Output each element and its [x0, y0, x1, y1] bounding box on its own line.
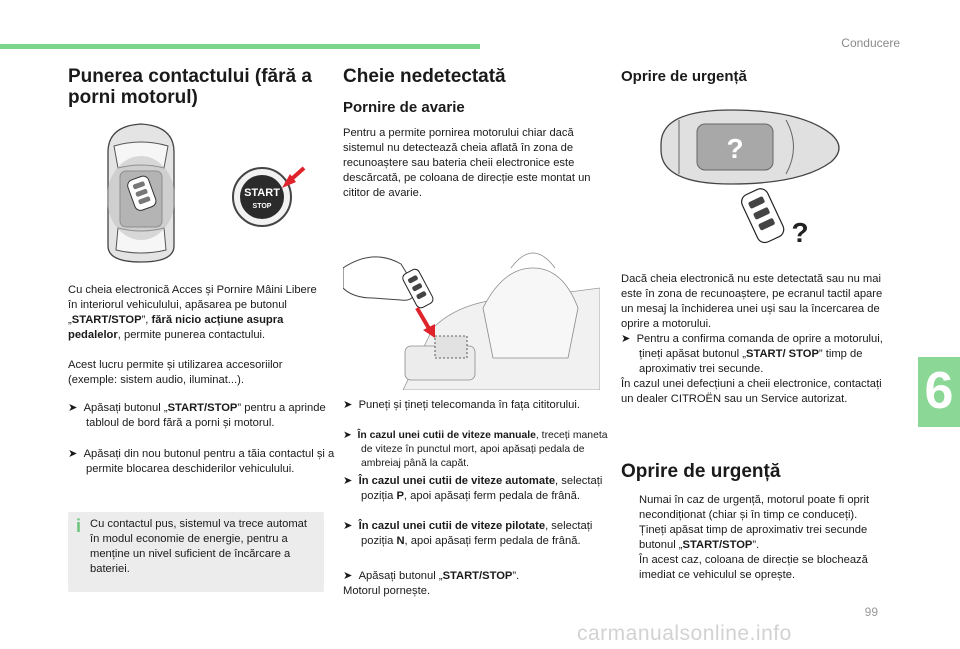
col3-paragraph-1: Dacă cheia electronică nu este detectată sau nu mai este în zona de recunoaștere, pe ecranul tactil apare un mesaj la închiderea unei uși sau la încercarea de oprire a motorului.	[621, 273, 883, 330]
start-label: START	[244, 187, 280, 199]
question-mark-icon: ?	[726, 133, 744, 164]
col1-bullet-1: ➤ Apăsați butonul „START/STOP” pentru a aprinde tabloul de bord fără a porni și motorul.	[68, 402, 326, 429]
col2-result: Motorul pornește.	[343, 585, 431, 597]
col3-paragraph-4: Țineți apăsat timp de aproximativ trei secunde butonul „START/STOP”.	[639, 524, 868, 551]
col3-title-2: Oprire de urgență	[621, 461, 781, 482]
chapter-number: 6	[924, 362, 954, 420]
info-note	[68, 512, 324, 592]
key-not-detected-illustration	[621, 98, 886, 260]
col2-paragraph: Pentru a permite pornirea motorului chiar dacă sistemul nu detectează cheia aflată în zona de recunoaștere sau bateria cheii electronice este descărcată, pe coloana de direcție este montat un cititor de avarie.	[343, 127, 591, 199]
col2-subtitle: Pornire de avarie	[343, 99, 465, 116]
col1-title: Punerea contactului (fără a porni motorul)	[68, 66, 312, 108]
col2-bullet-3: ➤ În cazul unei cutii de viteze automate, selectați poziția P, apoi apăsați ferm pedala de frână.	[343, 475, 603, 502]
col3-paragraph-3: Numai în caz de urgență, motorul poate fi oprit necondiționat (chiar și în timp ce conduceți).	[639, 494, 870, 521]
header-accent-bar	[0, 44, 480, 49]
section-label: Conducere	[841, 36, 900, 50]
col2-bullet-5: ➤ Apăsați butonul „START/STOP”.	[343, 570, 520, 582]
col3-bullet-1: ➤ Pentru a confirma comanda de oprire a motorului, țineți apăsat butonul „START/ STOP” timp de aproximativ trei secunde.	[621, 333, 883, 375]
col2-bullet-4: ➤ În cazul unei cutii de viteze pilotate, selectați poziția N, apoi apăsați ferm pedala de frână.	[343, 520, 593, 547]
col1-bullet-2: ➤ Apăsați din nou butonul pentru a tăia contactul și a permite blocarea deschiderilor vehiculului.	[68, 448, 335, 475]
reader-zone	[435, 336, 467, 358]
chapter-tab	[918, 357, 960, 427]
col2-bullet-1: ➤ Puneți și țineți telecomanda în fața cititorului.	[343, 399, 580, 411]
col3-paragraph-5: În acest caz, coloana de direcție se blochează imediat ce vehiculul se oprește.	[639, 554, 868, 581]
stop-label: STOP	[252, 203, 272, 210]
col3-paragraph-2: În cazul unei defecțiuni a cheii electronice, contactați un dealer CITROËN sau un Service autorizat.	[621, 378, 882, 405]
col2-title: Cheie nedetectată	[343, 66, 506, 87]
emergency-reader-illustration	[343, 228, 600, 390]
info-note-text: Cu contactul pus, sistemul va trece automat în modul economie de energie, pentru a menține un nivel suficient de încărcare a bateriei.	[90, 518, 308, 575]
info-icon: i	[76, 516, 82, 536]
question-mark-icon-2: ?	[791, 217, 809, 248]
car-key-inside-illustration	[68, 116, 326, 272]
page-number: 99	[864, 605, 878, 619]
col3-title: Oprire de urgență	[621, 68, 747, 85]
watermark: carmanualsonline.info	[577, 622, 792, 645]
col2-bullet-2: ➤ În cazul unei cutii de viteze manuale, treceți maneta de viteze în punctul mort, apoi apăsați pedala de ambreiaj până la capăt.	[343, 430, 608, 469]
col1-paragraph-2: Acest lucru permite și utilizarea accesoriilor (exemple: sistem audio, iluminat...).	[68, 359, 283, 386]
col1-paragraph-1: Cu cheia electronică Acces și Pornire Mâini Libere în interiorul vehiculului, apăsarea pe butonul „START/STOP”, fără nicio acțiune asupra pedalelor, permite punerea contactului.	[68, 284, 317, 341]
